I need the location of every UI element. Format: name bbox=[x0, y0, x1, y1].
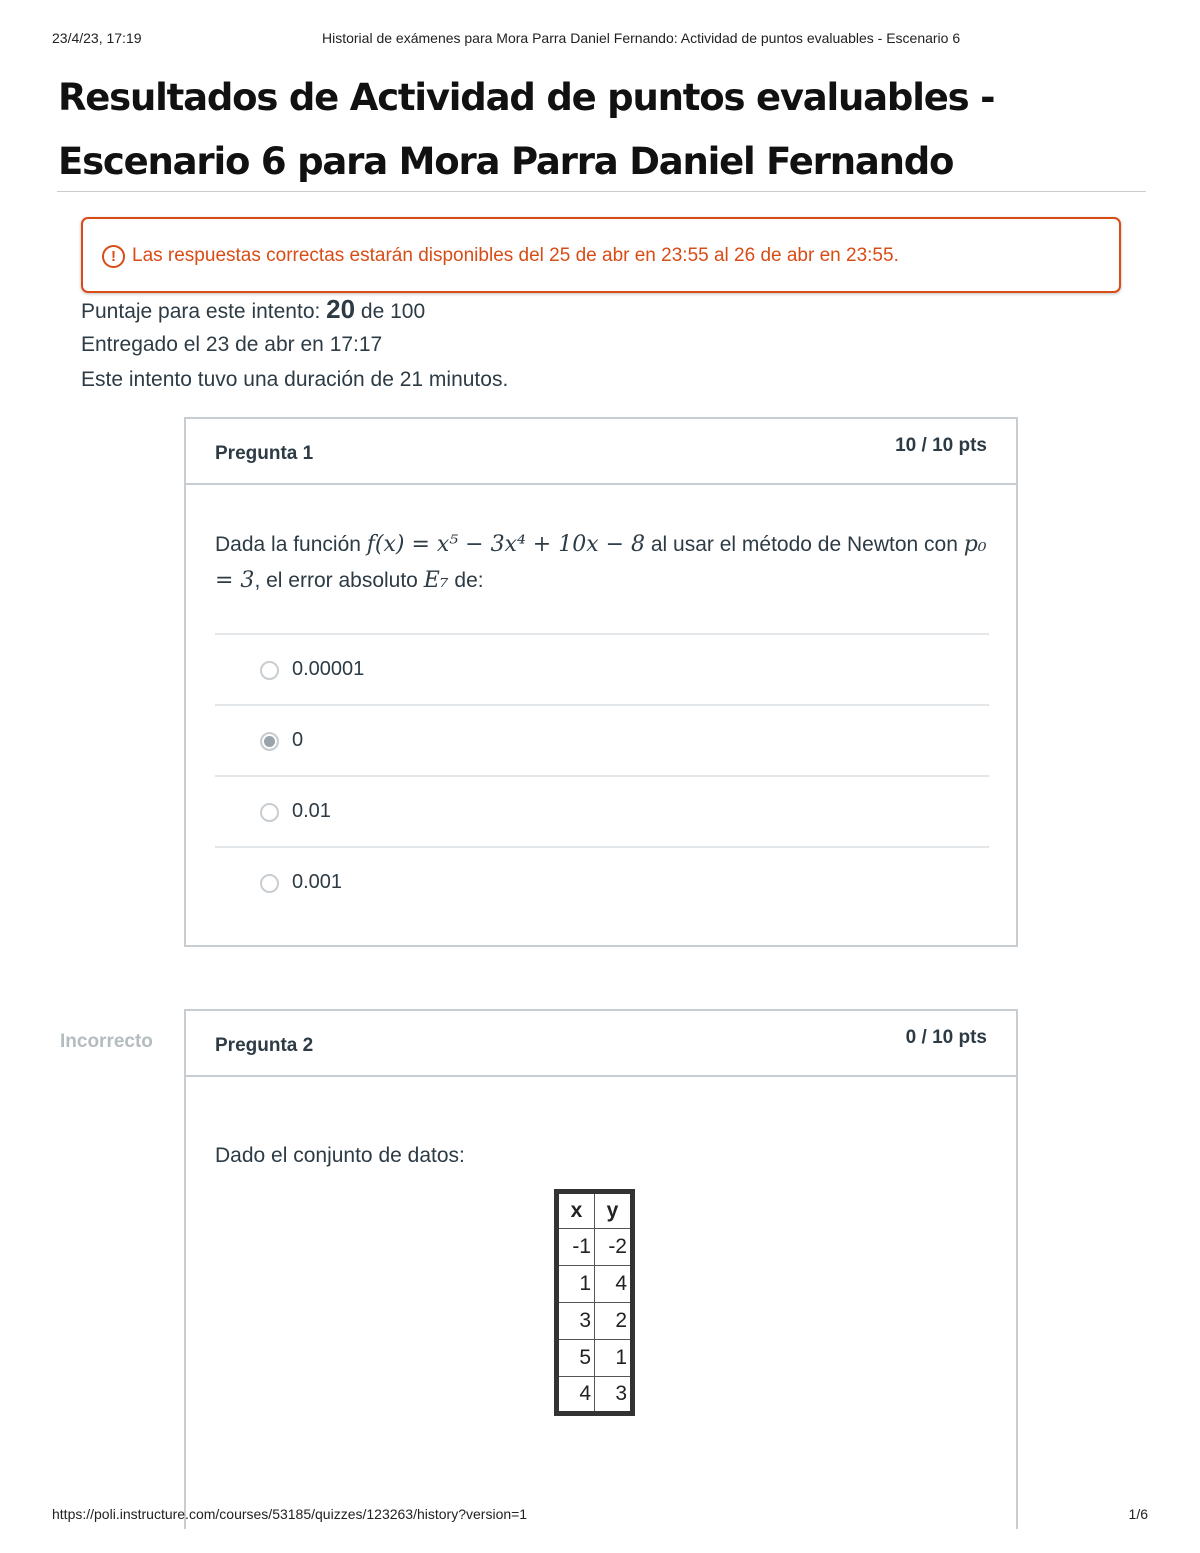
answer-label: 0.01 bbox=[292, 800, 331, 822]
function-formula: f(x) = x⁵ − 3x⁴ + 10x − 8 bbox=[366, 532, 646, 557]
warning-icon: ! bbox=[102, 245, 125, 268]
question-result-badge: Incorrecto bbox=[60, 1031, 153, 1052]
question-header bbox=[186, 1011, 1016, 1077]
table-cell: 3 bbox=[595, 1377, 633, 1414]
table-cell: -2 bbox=[595, 1229, 633, 1266]
attempt-duration: Este intento tuvo una duración de 21 minutos. bbox=[81, 368, 509, 391]
table-cell: 2 bbox=[595, 1303, 633, 1340]
print-header bbox=[52, 30, 1148, 50]
table-row bbox=[557, 1340, 633, 1377]
alert-text: Las respuestas correctas estarán disponibles del 25 de abr en 23:55 al 26 de abr en 23:55. bbox=[132, 245, 899, 266]
table-row bbox=[557, 1303, 633, 1340]
page-title-line1: Resultados de Actividad de puntos evaluables - bbox=[58, 76, 995, 119]
radio-button-selected[interactable] bbox=[260, 732, 279, 751]
table-header-y: y bbox=[595, 1192, 633, 1229]
table-cell: 1 bbox=[557, 1266, 595, 1303]
question-points: 10 / 10 pts bbox=[895, 435, 987, 456]
attempt-score bbox=[81, 294, 425, 325]
question-1 bbox=[184, 417, 1018, 947]
error-symbol: E₇ bbox=[423, 568, 449, 593]
page-title-line2: Escenario 6 para Mora Parra Daniel Fernando bbox=[58, 140, 954, 183]
question-text-part: Dada la función bbox=[215, 533, 367, 556]
title-divider bbox=[57, 191, 1146, 192]
answer-option[interactable] bbox=[215, 846, 989, 917]
table-cell: 5 bbox=[557, 1340, 595, 1377]
table-cell: -1 bbox=[557, 1229, 595, 1266]
radio-button[interactable] bbox=[260, 661, 279, 680]
table-cell: 1 bbox=[595, 1340, 633, 1377]
score-label: Puntaje para este intento: bbox=[81, 300, 327, 323]
score-value: 20 bbox=[326, 294, 356, 324]
initial-point: p₀ = 3 bbox=[215, 532, 987, 593]
answer-label: 0 bbox=[292, 729, 304, 751]
answer-option[interactable] bbox=[215, 633, 989, 704]
radio-button[interactable] bbox=[260, 803, 279, 822]
table-row bbox=[557, 1377, 633, 1414]
score-total: de 100 bbox=[355, 300, 426, 323]
answer-list bbox=[215, 633, 989, 917]
question-title: Pregunta 1 bbox=[215, 443, 314, 464]
table-cell: 4 bbox=[557, 1377, 595, 1414]
answer-option[interactable] bbox=[215, 775, 989, 846]
print-doc-title: Historial de exámenes para Mora Parra Daniel Fernando: Actividad de puntos evaluables - Escenario 6 bbox=[322, 30, 961, 46]
print-page-number: 1/6 bbox=[1128, 1506, 1148, 1522]
question-text bbox=[215, 527, 995, 599]
question-text: Dado el conjunto de datos: bbox=[215, 1144, 465, 1167]
table-row bbox=[557, 1229, 633, 1266]
question-text-part: al usar el método de Newton con bbox=[645, 533, 964, 556]
print-url: https://poli.instructure.com/courses/53185/quizzes/123263/history?version=1 bbox=[52, 1506, 528, 1522]
table-cell: 4 bbox=[595, 1266, 633, 1303]
data-table bbox=[554, 1189, 635, 1416]
table-header-row bbox=[557, 1192, 633, 1229]
print-date: 23/4/23, 17:19 bbox=[52, 30, 142, 46]
page-title bbox=[58, 66, 1058, 194]
radio-button[interactable] bbox=[260, 874, 279, 893]
question-title: Pregunta 2 bbox=[215, 1035, 314, 1056]
table-cell: 3 bbox=[557, 1303, 595, 1340]
answer-label: 0.001 bbox=[292, 871, 343, 893]
question-points: 0 / 10 pts bbox=[905, 1027, 987, 1048]
attempt-submitted: Entregado el 23 de abr en 17:17 bbox=[81, 333, 383, 356]
table-row bbox=[557, 1266, 633, 1303]
table-header-x: x bbox=[557, 1192, 595, 1229]
question-text-part: , el error absoluto bbox=[254, 569, 424, 592]
question-text-part: de: bbox=[448, 569, 484, 592]
answer-option[interactable] bbox=[215, 704, 989, 775]
answers-availability-alert bbox=[81, 217, 1121, 293]
answer-label: 0.00001 bbox=[292, 658, 365, 680]
question-header bbox=[186, 419, 1016, 485]
